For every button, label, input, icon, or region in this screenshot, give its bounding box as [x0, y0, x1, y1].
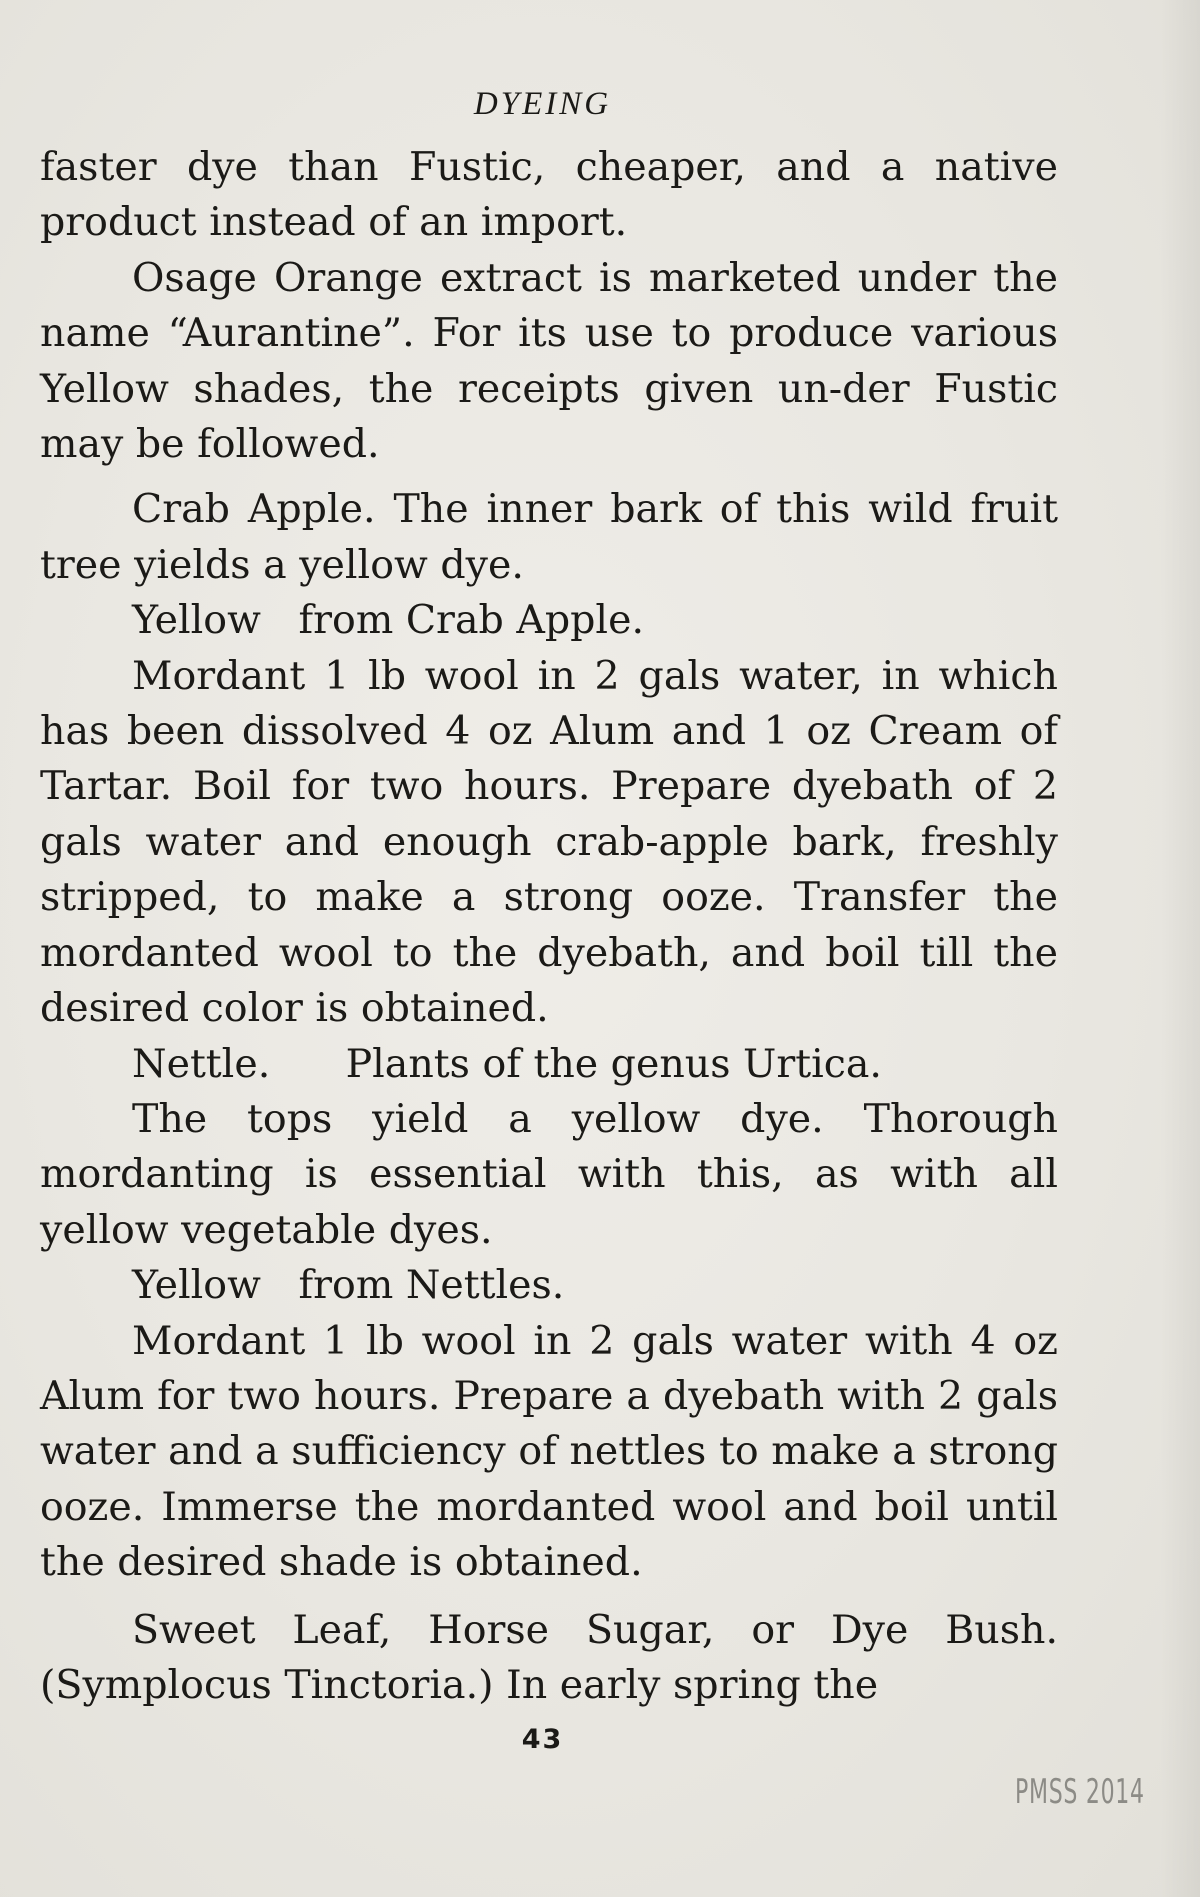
body-text [40, 140, 1058, 1713]
paragraph-nettle-recipe: Mordant 1 lb wool in 2 gals water with 4 oz Alum for two hours. Prepare a dyebath with 2 gals water and a sufficiency of nettles to make a strong ooze. Immerse the mordanted wool and boil until the desired shade is obtained. [40, 1317, 1058, 1586]
paragraph-sweet-leaf: Sweet Leaf, Horse Sugar, or Dye Bush. (Symplocus Tinctoria.) In early spring the [40, 1606, 1058, 1708]
paragraph-crab-apple: Crab Apple. The inner bark of this wild fruit tree yields a yellow dye. [40, 486, 1058, 588]
paragraph-osage-orange: Osage Orange extract is marketed under the name “Aurantine”. For its use to produce various Yellow shades, the receipts given un-der Fustic may be followed. [40, 254, 1058, 468]
paragraph-nettle: The tops yield a yellow dye. Thorough mordanting is essential with this, as with all yellow vegetable dyes. [40, 1095, 1058, 1253]
paragraph-crab-apple-recipe: Mordant 1 lb wool in 2 gals water, in which has been dissolved 4 oz Alum and 1 oz Cream of Tartar. Boil for two hours. Prepare dyebath of 2 gals water and enough crab-apple bark, freshly stripped, to make a strong ooze. Transfer the mordanted wool to the dyebath, and boil till the desired color is obtained. [40, 652, 1058, 1032]
recipe-heading-crab-apple: Yellow from Crab Apple. [132, 597, 644, 644]
section-heading-nettle: Nettle. Plants of the genus Urtica. [132, 1040, 882, 1087]
watermark: PMSS 2014 [1015, 1772, 1145, 1812]
page-number: 43 [521, 1724, 564, 1755]
recipe-heading-nettles: Yellow from Nettles. [132, 1262, 565, 1309]
page-edge-shadow [1160, 0, 1200, 1897]
paragraph-fustic-continuation: faster dye than Fustic, cheaper, and a native product instead of an import. [40, 144, 1058, 246]
running-head: DYEING [473, 86, 612, 122]
